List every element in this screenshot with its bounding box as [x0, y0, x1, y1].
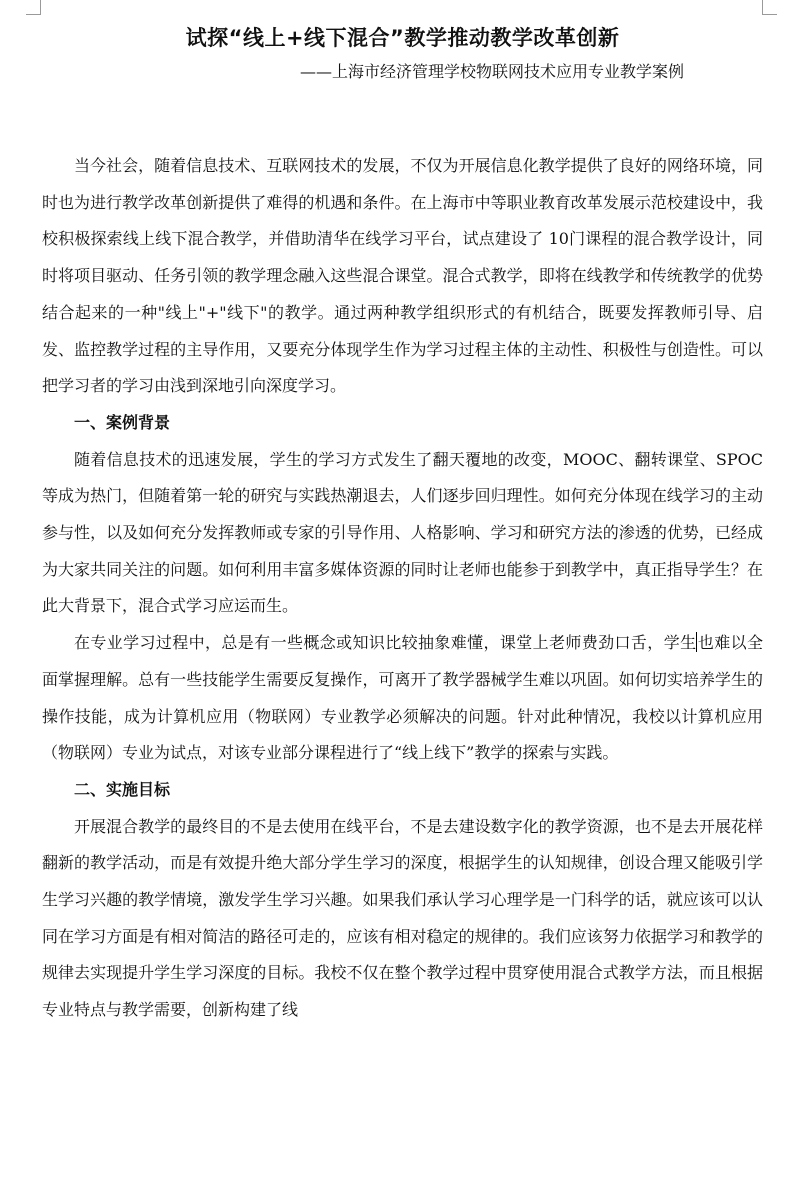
background-paragraph-1: 随着信息技术的迅速发展，学生的学习方式发生了翻天覆地的改变，MOOC、翻转课堂、SPOC 等成为热门，但随着第一轮的研究与实践热潮退去，人们逐步回归理性。如何充分体现在线学习的主动参与性，以及如何充分发挥教师或专家的引导作用、人格影响、学习和研究方法的渗透的优势，已经成为大家共同关注的问题。如何利用丰富多媒体资源的同时让老师也能参于到教学中，真正指导学生？在此大背景下，混合式学习应运而生。 — [42, 449, 763, 616]
background-paragraph-2-first-line: 在专业学习过程中，总是有一些概念或知识比较抽象难懂，课堂上老师费劲口舌，学生 — [74, 633, 697, 653]
section-heading-goals: 二、实施目标 — [74, 779, 171, 799]
spacer — [42, 86, 763, 148]
section-heading-background: 一、案例背景 — [74, 412, 171, 432]
document-subtitle: ——上海市经济管理学校物联网技术应用专业教学案例 — [299, 62, 684, 81]
document-page — [42, 18, 763, 1029]
goals-paragraph-1: 开展混合教学的最终目的不是去使用在线平台，不是去建设数字化的教学资源，也不是去开展花样翻新的教学活动，而是有效提升绝大部分学生学习的深度，根据学生的认知规律，创设合理又能吸引学生学习兴趣的教学情境，激发学生学习兴趣。如果我们承认学习心理学是一门科学的话，就应该可以认同在学习方面是有相对简洁的路径可走的，应该有相对稳定的规律的。我们应该努力依据学习和教学的规律去实现提升学生学习深度的目标。我校不仅在整个教学过程中贯穿使用混合式教学方法，而且根据专业特点与教学需要，创新构建了线 — [42, 816, 763, 1020]
page-corner-mark-left — [26, 0, 41, 15]
background-paragraph-2 — [42, 625, 763, 772]
page-corner-mark-right — [762, 0, 777, 15]
document-title: 试探“线上+线下混合”教学推动教学改革创新 — [185, 26, 620, 50]
intro-paragraph: 当今社会，随着信息技术、互联网技术的发展，不仅为开展信息化教学提供了良好的网络环境，同时也为进行教学改革创新提供了难得的机遇和条件。在上海市中等职业教育改革发展示范校建设中，我校积极探索线上线下混合教学，并借助清华在线学习平台，试点建设了 10门课程的混合教学设计，同时将项目驱动、任务引领的教学理念融入这些混合课堂。混合式教学，即将在线教学和传统教学的优势结合起来的一种"线上"+"线下"的教学。通过两种教学组织形式的有机结合，既要发挥教师引导、启发、监控教学过程的主导作用，又要充分体现学生作为学习过程主体的主动性、积极性与创造性。可以把学习者的学习由浅到深地引向深度学习。 — [42, 156, 763, 396]
background-paragraph-2-rest: 也难以全面掌握理解。总有一些技能学生需要反复操作，可离开了教学器械学生难以巩固。如何切实培养学生的操作技能，成为计算机应用（物联网）专业教学必须解决的问题。针对此种情况，我校以计算机应用（物联网）专业为试点，对该专业部分课程进行了“线上线下”教学的探索与实践。 — [42, 633, 763, 763]
